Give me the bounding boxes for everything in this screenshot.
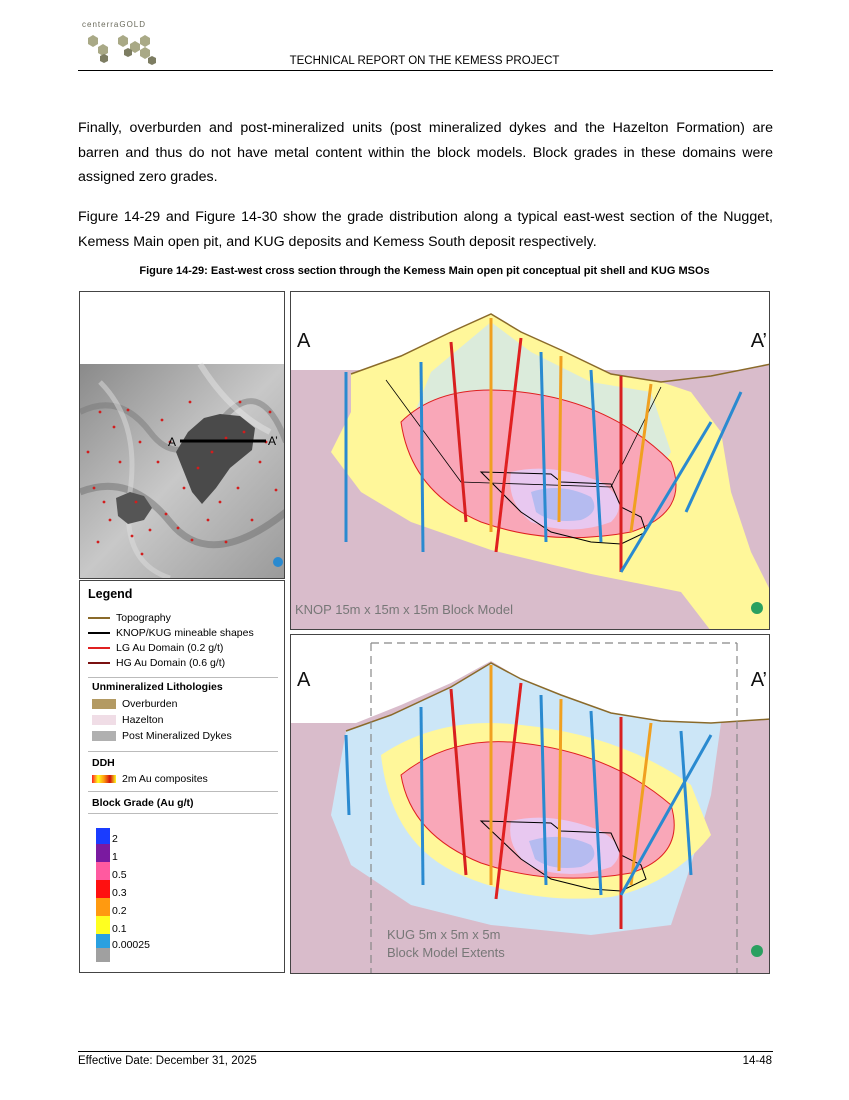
legend-unmineralized-title: Unmineralized Lithologies <box>92 681 223 693</box>
location-map-panel <box>79 291 285 579</box>
grade-label-0-5: 0.5 <box>112 869 127 881</box>
grade-label-0-00025: 0.00025 <box>112 939 150 951</box>
grade-label-0-2: 0.2 <box>112 905 127 917</box>
section-a-label: A <box>297 330 311 352</box>
section-b-prime-label: A’ <box>750 669 767 691</box>
legend-overburden: Overburden <box>92 698 177 710</box>
paragraph-1: Finally, overburden and post-mineralized units (post mineralized dykes and the Hazelton Formation) are barren and thus do not have metal content within the block models. Block grades in these domains were assigned zero grades. <box>78 120 773 185</box>
location-map <box>80 292 285 579</box>
legend-topography: Topography <box>88 612 171 624</box>
knop-model-label: KNOP 15m x 15m x 15m Block Model <box>295 602 513 617</box>
legend-lg-domain: LG Au Domain (0.2 g/t) <box>88 642 223 654</box>
header-divider <box>78 70 773 71</box>
knop-cross-section <box>291 292 770 630</box>
figure-legend <box>79 580 285 973</box>
grade-color-scale <box>96 828 110 962</box>
legend-hazelton: Hazelton <box>92 714 163 726</box>
paragraph-2: Figure 14-29 and Figure 14-30 show the grade distribution along a typical east-west section of the Nugget, Kemess Main open pit, and KUG deposits and Kemess South deposit respectively. <box>78 209 773 250</box>
legend-mineable-shapes: KNOP/KUG mineable shapes <box>88 627 254 639</box>
section-a-prime-label: A’ <box>750 330 767 352</box>
grade-label-0-3: 0.3 <box>112 887 127 899</box>
footer-divider <box>78 1051 773 1052</box>
section-b-label: A <box>297 669 311 691</box>
map-label-a-prime: A’ <box>268 434 278 448</box>
north-arrow-icon <box>273 557 283 567</box>
legend-grade-title: Block Grade (Au g/t) <box>92 797 194 809</box>
legend-title: Legend <box>88 587 133 601</box>
grade-label-0-1: 0.1 <box>112 923 127 935</box>
figure-caption: Figure 14-29: East-west cross section through the Kemess Main open pit conceptual pit shell and KUG MSOs <box>139 265 710 277</box>
effective-date: Effective Date: December 31, 2025 <box>78 1055 257 1067</box>
kug-model-label-2: Block Model Extents <box>387 945 505 960</box>
legend-hg-domain: HG Au Domain (0.6 g/t) <box>88 657 225 669</box>
kug-section-panel <box>290 634 770 974</box>
grade-label-2: 2 <box>112 833 118 845</box>
figure-14-29 <box>79 291 770 974</box>
page-number: 14-48 <box>742 1055 772 1067</box>
legend-dykes: Post Mineralized Dykes <box>92 730 232 742</box>
kug-model-label-1: KUG 5m x 5m x 5m <box>387 927 501 942</box>
logo-text: centerraGOLD <box>82 20 147 29</box>
globe-icon <box>751 602 763 614</box>
map-label-a: A <box>168 435 177 449</box>
legend-ddh-title: DDH <box>92 757 115 769</box>
kug-cross-section <box>291 635 770 974</box>
globe-icon <box>751 945 763 957</box>
report-title: TECHNICAL REPORT ON THE KEMESS PROJECT <box>289 55 560 67</box>
grade-label-1: 1 <box>112 851 118 863</box>
knop-section-panel <box>290 291 770 630</box>
legend-ddh-composites: 2m Au composites <box>92 773 208 785</box>
